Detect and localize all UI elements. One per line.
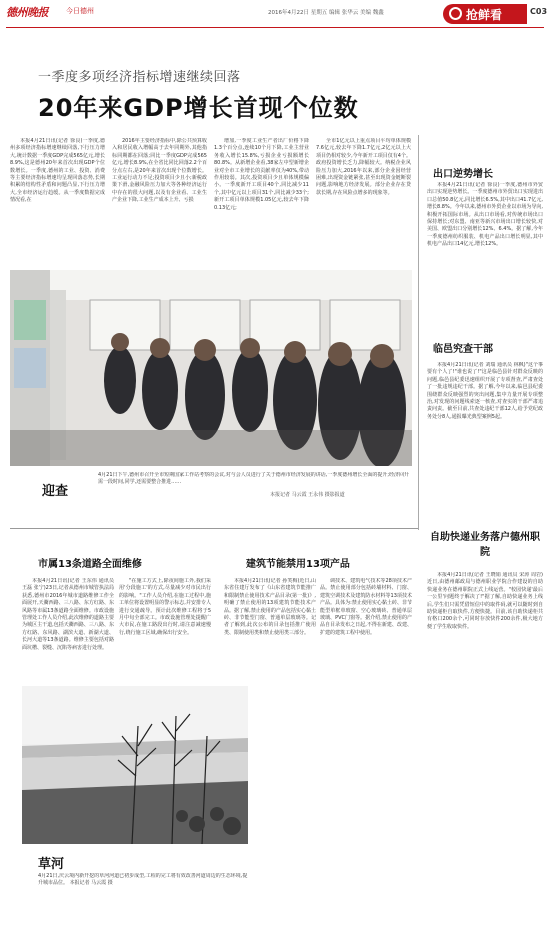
lead-column-3: 增加,一季度工业生产者出厂价格下降1.3个百分点,连续10个月下降,工业主营业务收入增长15.8%,亏损企业亏损额增长80.8%。从新增企业看,38家左中型新增企业对全市工业增长的贡献率仅为40%,带动作用较弱。其次,投资项目少且单体规模偏小。一季度新开工项目40个,同比减少11个,其中亿元以上项目31个,同比减少33个;新开工项目单体规模1.05亿元,较去年下降0.13亿元; <box>214 138 309 211</box>
page-number: C03 <box>530 7 548 16</box>
story-body-roads-2: "在施工方式上,除夜间施工外,我们采用'分段施工'的方式,尽量减少对市民出行的影响。"工作人员介绍,在施工过程中,施工单位将设置明显的警示标志,并安排专人进行交通疏导。预计此次维修工程将于5月中旬全部完工。市政设施管理处提醒广大市民,在施工路段出行时,请注意减速慢行,绕行施工区域,确保出行安全。 <box>119 578 211 636</box>
dateline: 2016年4月22日 星期五 编辑 张华云 美编 魏鑫 <box>268 10 384 16</box>
story-title-building: 建筑节能禁用13项产品 <box>246 559 350 570</box>
lead-column-2: 2016年主要经济指标中,除公共预算收入和居民收入增幅高于去年同期外,其他指标同期都在回落;同比一季度GDP完成565亿元,增长8.9%,在全省比同比回落2.2个百分点左右,是20年来首次出现个位数增长。工业运行动力不足;投资项目少且小;新税政策下滑,金融风险压力加大等各种经济运行中存在的很大问题,以及有企业看、工业生产企业下降,工业生产成本上升、亏损 <box>112 138 207 204</box>
meeting-photo-title: 迎查 <box>42 484 69 499</box>
meeting-photo-credit: 本报记者 马云霞 王永伟 摄影报道 <box>270 492 345 498</box>
story-body-building-1: 本报4月21日讯(记者 孙笑梅)近日,山东省住建厅发布了《山东省建筑节能推广和限制禁止使用技术产品目录(第一批)》,明确了禁止使用的13项建筑节能技术产品。据了解,禁止使用的产品包括实心黏土砖、非节能型门窗、普通单层玻璃等。记者了解到,此次公布的目录包括推广使用类、限制使用类和禁止使用类三部分。 <box>224 578 316 636</box>
story-body-express: 本报4月21日讯(记者 王晓娟 通讯员 宋涛 周岩)近日,由德州邮政局与德州职业学院合作建设的自助快递业务在德州职院正式上线运营。"校园快递'最后一公里'问题终于解决了!"据了解,自助快递业务上线后,学生们只需凭借短信中的取件码,就可以随时到自助快递柜自取快件,方便快捷。目前,该自助快递柜共有格口200余个,可同时存放快件200余件,极大地方便了学生收取快件。 <box>427 572 543 630</box>
lead-column-1: 本报4月21日讯(记者 徐良)一季度,德州多项经济指标增速继续回落,下行压力增大,统计数据一季度GDP完成565亿元,增长8.9%,这是德州20年来首次出现GDP个位数增长。一季度,德州的工业、投资、消费等主要经济指标增速均呈现回落态势,长期积累的结构性矛盾和问题凸显,下行压力增大,全市经济运行趋缓。从一季度数据完成情况看,在 <box>10 138 105 204</box>
story-body-roads-1: 本报4月21日讯(记者 王东伟 通讯员 王磊 张宁)23日,记者从德州市城管执法局获悉,德州市2016年城市道路维修工作全面展开,天衢西路、三八路、东方红路、东风路等市属13条道路全面维修。市政设施管理处工作人员介绍,此次维修的道路主要为城区主干道,包括天衢西路、三八路、东方红路、东风路、湖滨大道、新湖大道、长河大道等13条道路。维修主要包括对路面坑槽、裂缝、沉陷等病害进行处理。 <box>22 578 114 651</box>
lead-subhead: 一季度多项经济指标增速继续回落 <box>38 70 241 85</box>
story-body-export: 本报4月21日讯(记者 徐良)一季度,德州市外贸出口实现逆势增长。一季度德州市外贸出口实现进出口总值50.8亿元,同比增长6.5%,其中出口41.7亿元,增长8.8%。今年以来,德州市外贸企业以市场为导向,积极开拓国际市场。从出口市场看,对传统市场出口保持增长;对东盟、南亚等新兴市场出口增长较快,对美国、欧盟出口分别增长12%、6.4%。据了解,今年一季度德州纺织服装、机电产品出口增长明显,其中机电产品出口14亿元,增长12%。 <box>427 182 543 248</box>
meeting-photo <box>10 270 412 466</box>
header-rule <box>6 27 544 28</box>
story-title-express: 自助快递业务落户德州职院 <box>430 532 540 558</box>
section-divider <box>10 528 418 529</box>
meeting-photo-caption: 4月21日下午,德州市召开全市短期国家工作站考察的会议,对与会人员进行了关于德州市经济发展的讲话,一季度德州增长全面的提升;经济回升需一段时间,同学,还需要整合推进…… <box>98 472 410 486</box>
river-photo-title: 草河 <box>38 857 65 872</box>
circle-icon <box>449 7 462 20</box>
section-flag-label: 抢鲜看 <box>466 8 503 22</box>
masthead <box>6 4 116 22</box>
story-body-building-2: 调技术、建筑电气技术等28项技术产品。禁止使用部分包括砖墙材料、门窗、建筑空调技术及建筑防水材料等13项技术产品。具体为:禁止使用实心黏土砖、非节能型单框单玻窗、空心玻璃砖、普通单层玻璃、PVC门窗等。据介绍,禁止使用的产品自目录发布之日起,不得在新建、改建、扩建的建筑工程中使用。 <box>320 578 412 636</box>
lead-column-4: 全市1亿元以上重点项目平均单体规模7.6亿元,较去年下降1.7亿元,2亿元以上大项目仍相对较少,今年新开工项目仅有4个。政府投资增长乏力,降幅较大。纳税企业风险压力加大,2016年以来,部分企业因经营困难,出现资金链紧张,甚至出现资金链断裂问题,影响地方经济发展。部分企业存在贷款长期,存在风险点增多的现象等。 <box>316 138 411 196</box>
river-photo-caption: 4月21日,庆云境内新开挖的草河河道已初步成型,工程的完工将有效改善河道周边的生态环境,提升城市品位。 本报记者 马云霞 摄 <box>38 873 248 887</box>
story-body-linyi: 本报4月21日讯(记者 刘瑞 通讯员 林枫)"这个事要有个人了!"谁也说了!"这是临邑县针对群众反映的问题,临邑县纪委迅速组织开展了专项督查,严肃查处了一批违规违纪干部。据了解,今年以来,临邑县纪委围绕群众反映强烈的突出问题,集中力量开展专项整治,对发现的问题线索逐一核查,对查实的干部严肃追责问责。截至目前,共查处违纪干部12人,给予党纪政务处分8人,通报曝光典型案例5起。 <box>427 362 543 420</box>
section-flag <box>443 4 527 24</box>
column-divider <box>418 135 419 530</box>
newspaper-logo: 德州晚报 <box>6 6 48 19</box>
river-photo <box>22 686 248 844</box>
section-name: 今日德州 <box>66 7 94 15</box>
story-title-linyi: 临邑究查干部 <box>433 344 493 355</box>
lead-headline: 20年来GDP增长首现个位数 <box>38 94 359 122</box>
story-title-export: 出口逆势增长 <box>433 169 493 180</box>
story-title-roads: 市属13条道路全面维修 <box>38 559 142 570</box>
